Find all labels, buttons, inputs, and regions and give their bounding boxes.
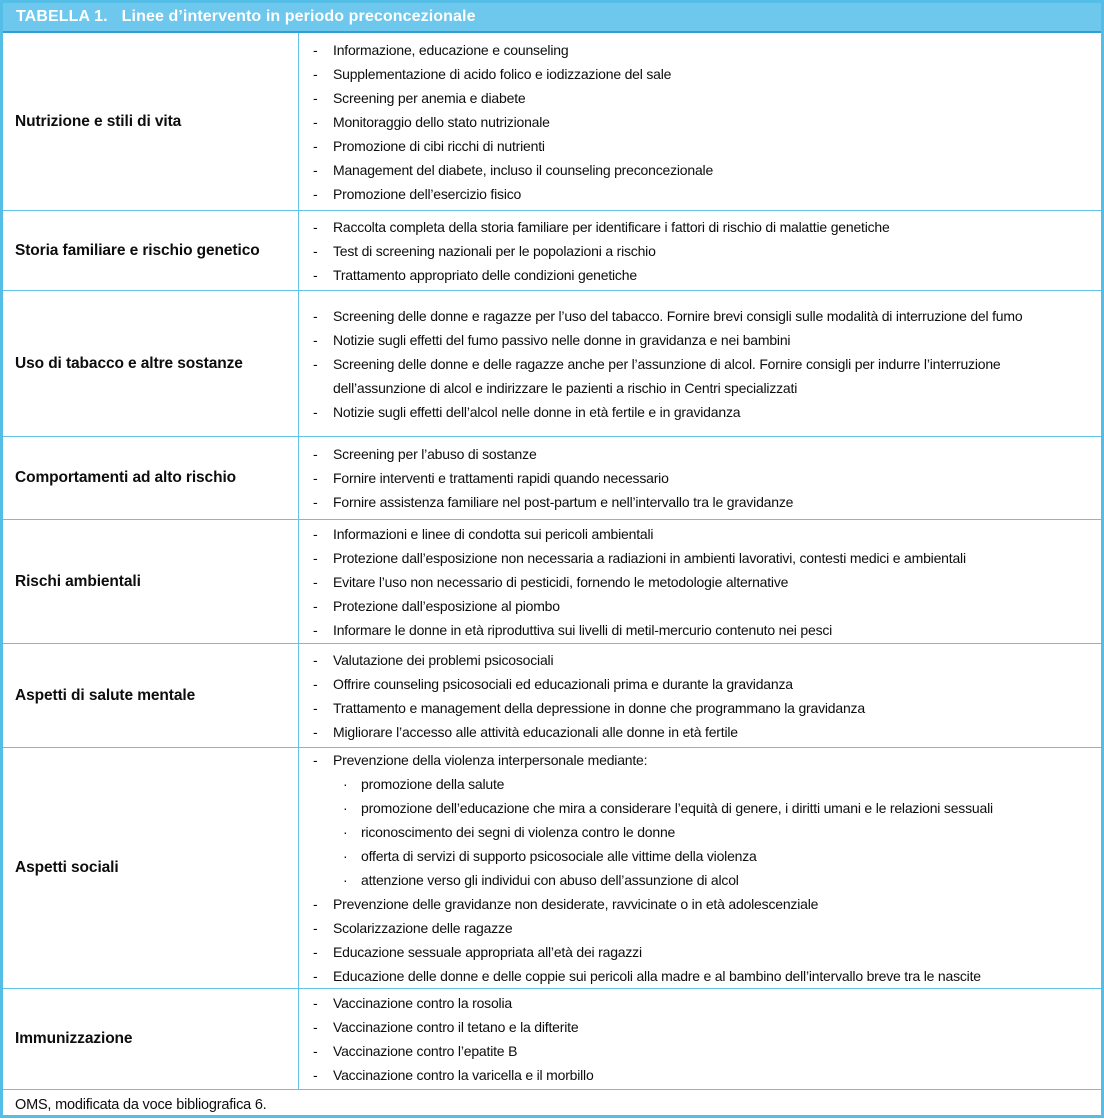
table-title-bar xyxy=(3,3,1101,33)
intervention-text: Supplementazione di acido folico e iodizzazione del sale xyxy=(333,65,672,82)
bullet-marker: · xyxy=(343,800,348,816)
intervention-item xyxy=(313,86,1089,110)
intervention-text: Vaccinazione contro la rosolia xyxy=(333,995,512,1011)
intervention-text: Evitare l’uso non necessario di pesticidi, fornendo le metodologie alternative xyxy=(333,573,789,590)
intervention-text: Management del diabete, incluso il counseling preconcezionale xyxy=(333,161,714,178)
category-label: Rischi ambientali xyxy=(15,572,141,590)
bullet-marker: - xyxy=(313,137,318,154)
table-body xyxy=(3,33,1101,1089)
bullet-marker: - xyxy=(313,675,318,692)
intervention-text: Prevenzione delle gravidanze non desiderate, ravvicinate o in età adolescenziale xyxy=(333,896,819,912)
intervention-text: Offrire counseling psicosociali ed educazionali prima e durante la gravidanza xyxy=(333,675,793,692)
intervention-item xyxy=(313,916,1089,940)
intervention-item xyxy=(313,618,1089,642)
intervention-item xyxy=(313,400,1089,424)
intervention-text: promozione della salute xyxy=(361,776,505,792)
intervention-text: Screening per l’abuso di sostanze xyxy=(333,446,537,462)
intervention-item xyxy=(313,672,1089,696)
intervention-item xyxy=(313,696,1089,720)
bullet-marker: - xyxy=(313,266,318,283)
category-label: Uso di tabacco e altre sostanze xyxy=(15,354,243,372)
table-row xyxy=(3,290,1101,436)
bullet-marker: · xyxy=(343,872,348,888)
category-label: Nutrizione e stili di vita xyxy=(15,112,182,130)
table-row xyxy=(3,436,1101,519)
intervention-text: Informazioni e linee di condotta sui pericoli ambientali xyxy=(333,525,654,542)
table-row xyxy=(3,210,1101,290)
intervention-item xyxy=(313,62,1089,86)
intervention-text: promozione dell’educazione che mira a considerare l’equità di genere, i diritti umani e le relazioni sessuali xyxy=(361,800,993,816)
bullet-marker: - xyxy=(313,651,318,668)
bullet-marker: - xyxy=(313,968,318,984)
intervention-item xyxy=(313,748,1089,772)
intervention-text: Protezione dall’esposizione non necessaria a radiazioni in ambienti lavorativi, contesti medici e ambientali xyxy=(333,549,966,566)
intervention-text: Informazione, educazione e counseling xyxy=(333,41,569,58)
intervention-item xyxy=(313,1039,1089,1063)
intervention-item xyxy=(343,868,1089,892)
intervention-text: Notizie sugli effetti dell’alcol nelle donne in età fertile e in gravidanza xyxy=(333,403,741,420)
intervention-text: Promozione di cibi ricchi di nutrienti xyxy=(333,137,545,154)
intervention-text: Fornire assistenza familiare nel post-partum e nell’intervallo tra le gravidanze xyxy=(333,494,794,510)
intervention-text: Educazione sessuale appropriata all’età dei ragazzi xyxy=(333,944,642,960)
interventions-cell xyxy=(299,989,1101,1089)
intervention-text: Prevenzione della violenza interpersonale mediante: xyxy=(333,752,648,768)
intervention-text: riconoscimento dei segni di violenza contro le donne xyxy=(361,824,676,840)
intervention-item xyxy=(313,466,1089,490)
bullet-marker: - xyxy=(313,242,318,259)
intervention-text: Educazione delle donne e delle coppie sui pericoli alla madre e al bambino dell’intervallo breve tra le nascite xyxy=(333,968,981,984)
bullet-marker: - xyxy=(313,699,318,716)
intervention-text: Trattamento e management della depressione in donne che programmano la gravidanza xyxy=(333,699,865,716)
intervention-item xyxy=(313,182,1089,206)
bullet-marker: - xyxy=(313,403,318,420)
intervention-item xyxy=(313,570,1089,594)
intervention-text: Screening delle donne e ragazze per l’uso del tabacco. Fornire brevi consigli sulle modalità di interruzione del fumo xyxy=(333,307,1023,324)
intervention-item xyxy=(313,239,1089,263)
category-cell xyxy=(3,520,299,643)
intervention-item xyxy=(313,134,1089,158)
interventions-cell xyxy=(299,520,1101,643)
intervention-item xyxy=(313,991,1089,1015)
bullet-marker: - xyxy=(313,1019,318,1035)
interventions-cell xyxy=(299,211,1101,290)
intervention-item xyxy=(313,263,1089,287)
intervention-item xyxy=(313,442,1089,466)
intervention-text: Vaccinazione contro il tetano e la difterite xyxy=(333,1019,579,1035)
bullet-marker: - xyxy=(313,355,318,372)
bullet-marker: - xyxy=(313,185,318,202)
bullet-marker: - xyxy=(313,573,318,590)
category-cell xyxy=(3,644,299,747)
intervention-item xyxy=(343,844,1089,868)
category-label: Aspetti sociali xyxy=(15,859,119,876)
bullet-marker: · xyxy=(343,776,348,792)
bullet-marker: - xyxy=(313,752,318,768)
intervention-item xyxy=(313,215,1089,239)
bullet-marker: - xyxy=(313,331,318,348)
intervention-item xyxy=(313,594,1089,618)
bullet-marker: - xyxy=(313,89,318,106)
category-label: Storia familiare e rischio genetico xyxy=(15,241,260,259)
intervention-text: Protezione dall’esposizione al piombo xyxy=(333,597,560,614)
intervention-text: Valutazione dei problemi psicosociali xyxy=(333,651,554,668)
intervention-text: Vaccinazione contro la varicella e il morbillo xyxy=(333,1067,594,1083)
bullet-marker: - xyxy=(313,723,318,740)
bullet-marker: - xyxy=(313,494,318,510)
bullet-marker: - xyxy=(313,597,318,614)
bullet-marker: - xyxy=(313,944,318,960)
intervention-item xyxy=(313,1015,1089,1039)
intervention-item xyxy=(313,720,1089,744)
intervention-text: Raccolta completa della storia familiare per identificare i fattori di rischio di malattie genetiche xyxy=(333,218,890,235)
interventions-cell xyxy=(299,291,1101,436)
table-title: Linee d’intervento in periodo preconcezionale xyxy=(121,8,476,25)
bullet-marker: - xyxy=(313,621,318,638)
intervention-text: Screening delle donne e delle ragazze anche per l’assunzione di alcol. Fornire consigli per indurre l’interruzione dell’assunzione di alcol e indirizzare le pazienti a rischio in Centri specializzati xyxy=(333,355,1001,396)
intervention-text: Scolarizzazione delle ragazze xyxy=(333,920,513,936)
intervention-item xyxy=(313,522,1089,546)
interventions-cell xyxy=(299,437,1101,519)
intervention-item xyxy=(313,892,1089,916)
bullet-marker: - xyxy=(313,1067,318,1083)
intervention-item xyxy=(313,38,1089,62)
intervention-item xyxy=(313,328,1089,352)
table-row xyxy=(3,643,1101,747)
category-label: Immunizzazione xyxy=(15,1030,133,1047)
bullet-marker: - xyxy=(313,896,318,912)
intervention-item xyxy=(343,796,1089,820)
intervention-text: Promozione dell’esercizio fisico xyxy=(333,185,522,202)
intervention-item xyxy=(313,546,1089,570)
table-row xyxy=(3,33,1101,210)
intervention-item xyxy=(343,772,1089,796)
category-cell xyxy=(3,748,299,988)
category-cell xyxy=(3,211,299,290)
bullet-marker: - xyxy=(313,65,318,82)
bullet-marker: - xyxy=(313,995,318,1011)
intervention-item xyxy=(313,1063,1089,1087)
bullet-marker: - xyxy=(313,470,318,486)
bullet-marker: - xyxy=(313,920,318,936)
intervention-text: Vaccinazione contro l’epatite B xyxy=(333,1043,518,1059)
table-row xyxy=(3,988,1101,1089)
table-row xyxy=(3,747,1101,988)
intervention-text: Informare le donne in età riproduttiva sui livelli di metil-mercurio contenuto nei pesci xyxy=(333,621,833,638)
intervention-item xyxy=(313,648,1089,672)
intervention-text: Fornire interventi e trattamenti rapidi quando necessario xyxy=(333,470,669,486)
intervention-item xyxy=(313,940,1089,964)
category-cell xyxy=(3,989,299,1089)
intervention-item xyxy=(343,820,1089,844)
table-row xyxy=(3,519,1101,643)
intervention-text: Screening per anemia e diabete xyxy=(333,89,526,106)
intervention-text: offerta di servizi di supporto psicosociale alle vittime della violenza xyxy=(361,848,757,864)
table-footnote: OMS, modificata da voce bibliografica 6. xyxy=(3,1089,1101,1119)
category-label: Aspetti di salute mentale xyxy=(15,686,196,704)
bullet-marker: - xyxy=(313,1043,318,1059)
intervention-item xyxy=(313,158,1089,182)
intervention-item xyxy=(313,490,1089,514)
category-cell xyxy=(3,437,299,519)
bullet-marker: - xyxy=(313,218,318,235)
intervention-text: Test di screening nazionali per le popolazioni a rischio xyxy=(333,242,656,259)
bullet-marker: - xyxy=(313,446,318,462)
intervention-text: Monitoraggio dello stato nutrizionale xyxy=(333,113,550,130)
intervention-item xyxy=(313,352,1089,400)
intervention-text: Notizie sugli effetti del fumo passivo nelle donne in gravidanza e nei bambini xyxy=(333,331,791,348)
bullet-marker: - xyxy=(313,113,318,130)
bullet-marker: - xyxy=(313,525,318,542)
intervention-item xyxy=(313,964,1089,988)
bullet-marker: - xyxy=(313,307,318,324)
bullet-marker: - xyxy=(313,41,318,58)
bullet-marker: - xyxy=(313,549,318,566)
category-cell xyxy=(3,33,299,210)
table-number-label: TABELLA 1. xyxy=(16,8,108,25)
intervention-text: attenzione verso gli individui con abuso dell’assunzione di alcol xyxy=(361,872,739,888)
intervention-text: Trattamento appropriato delle condizioni genetiche xyxy=(333,266,637,283)
bullet-marker: - xyxy=(313,161,318,178)
bullet-marker: · xyxy=(343,848,348,864)
intervention-text: Migliorare l’accesso alle attività educazionali alle donne in età fertile xyxy=(333,723,738,740)
intervention-item xyxy=(313,110,1089,134)
category-label: Comportamenti ad alto rischio xyxy=(15,469,237,486)
category-cell xyxy=(3,291,299,436)
bullet-marker: · xyxy=(343,824,348,840)
interventions-cell xyxy=(299,748,1101,988)
interventions-cell xyxy=(299,33,1101,210)
interventions-cell xyxy=(299,644,1101,747)
intervention-item xyxy=(313,304,1089,328)
